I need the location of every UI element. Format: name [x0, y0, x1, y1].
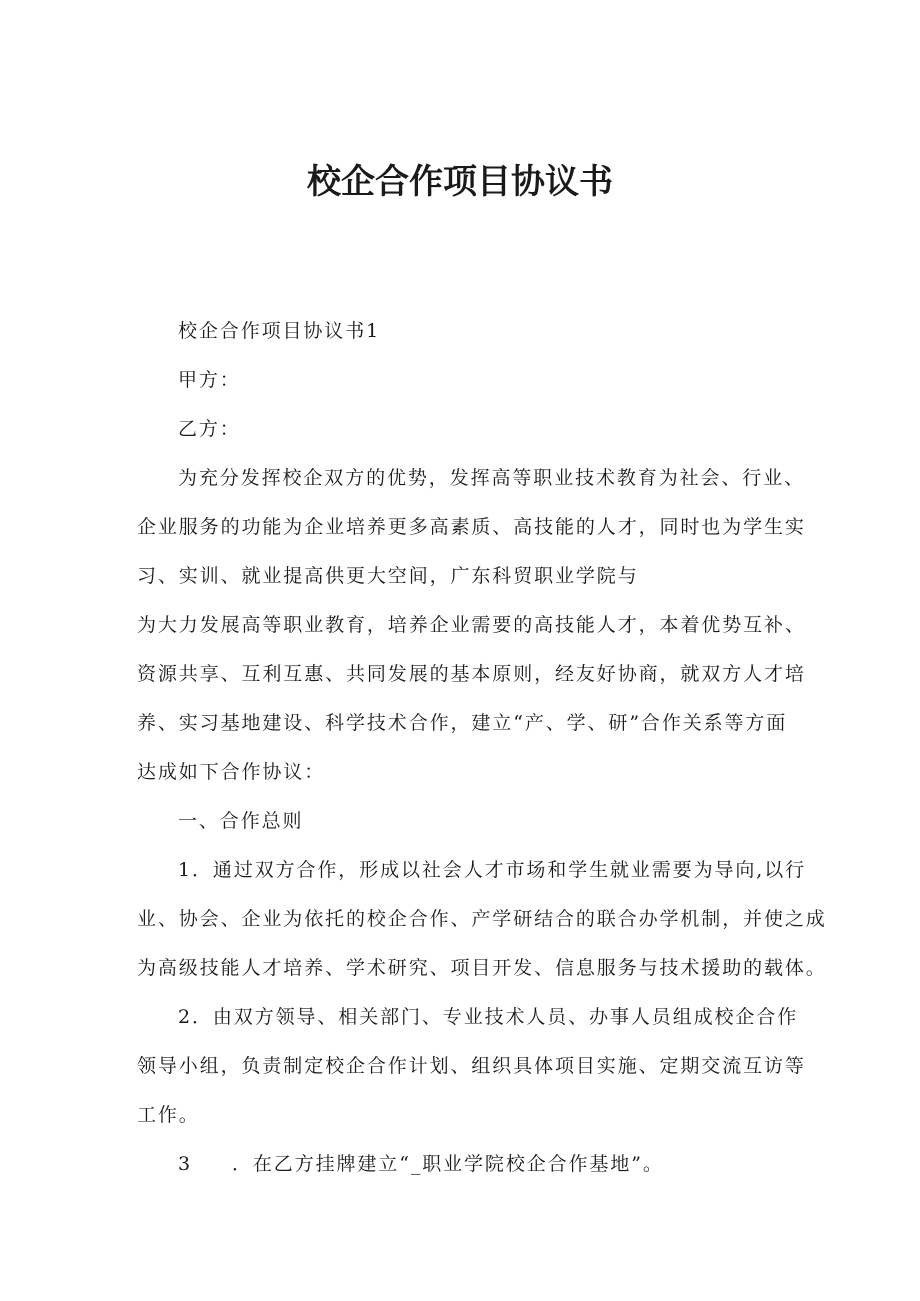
section-heading: 一、合作总则 [178, 810, 304, 832]
intro-line: 达成如下合作协议： [137, 761, 326, 783]
document-body [137, 307, 827, 1189]
intro-paragraph [137, 454, 806, 797]
intro-line: 企业服务的功能为企业培养更多高素质、高技能的人才，同时也为学生实 [137, 516, 806, 538]
intro-line: 习、实训、就业提高供更大空间，广东科贸职业学院与 [137, 565, 639, 587]
intro-line: 养、实习基地建设、科学技术合作，建立“产、学、研”合作关系等方面 [137, 712, 788, 734]
clause-line: 工作。 [137, 1104, 200, 1126]
clause-1 [137, 846, 827, 993]
clause-line: 2．由双方领导、相关部门、专业技术人员、办事人员组成校企合作 [178, 1006, 799, 1028]
clause-3-number: 3 [178, 1153, 192, 1175]
document-title: 校企合作项目协议书 [307, 162, 613, 202]
clause-line: 领导小组，负责制定校企合作计划、组织具体项目实施、定期交流互访等 [137, 1055, 806, 1077]
intro-line: 为充分发挥校企双方的优势，发挥高等职业技术教育为社会、行业、 [178, 467, 806, 489]
subtitle: 校企合作项目协议书1 [178, 320, 381, 342]
party-b-label: 乙方： [178, 418, 241, 440]
clause-3 [137, 1140, 797, 1189]
intro-line: 为大力发展高等职业教育，培养企业需要的高技能人才，本着优势互补、 [137, 614, 806, 636]
clause-line: 1．通过双方合作，形成以社会人才市场和学生就业需要为导向,以行 [178, 859, 807, 881]
clause-3-text: ．在乙方挂牌建立“_职业学院校企合作基地”。 [232, 1153, 664, 1175]
clause-line: 为高级技能人才培养、学术研究、项目开发、信息服务与技术援助的载体。 [137, 957, 827, 979]
clause-2 [137, 993, 806, 1140]
intro-line: 资源共享、互利互惠、共同发展的基本原则，经友好协商，就双方人才培 [137, 663, 806, 685]
clause-line: 业、协会、企业为依托的校企合作、产学研结合的联合办学机制，并使之成 [137, 908, 827, 930]
party-a-label: 甲方： [178, 369, 241, 391]
